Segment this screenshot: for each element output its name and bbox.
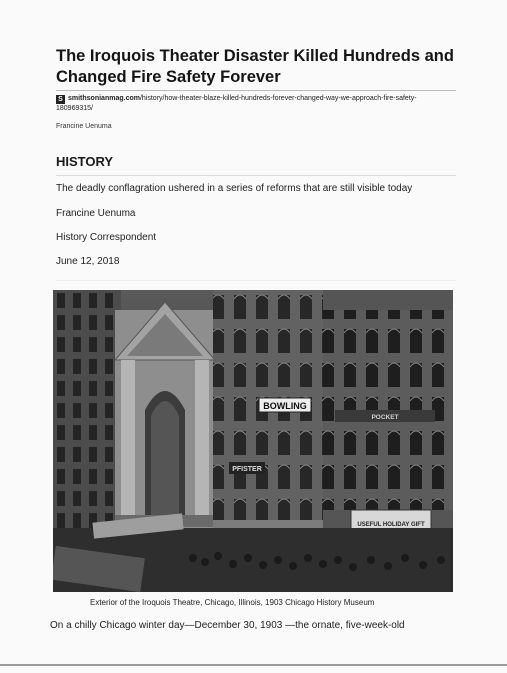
section-divider <box>56 175 456 176</box>
publish-date: June 12, 2018 <box>56 256 120 267</box>
article-title: The Iroquois Theater Disaster Killed Hundreds and Changed Fire Safety Forever <box>56 47 454 86</box>
sign-pocket: POCKET <box>371 414 399 421</box>
article-body-start: On a chilly Chicago winter day—December 30, 1903 —the ornate, five-week-old <box>50 620 405 631</box>
source-path[interactable]: /history/how-theater-blaze-killed-hundreds-forever-changed-way-we-approach-fire-safety-180969315/ <box>56 95 417 112</box>
photo-caption: Exterior of the Iroquois Theatre, Chicago, Illinois, 1903 Chicago History Museum <box>90 598 375 607</box>
author-name: Francine Uenuma <box>56 208 136 219</box>
sign-useful-gift: USEFUL HOLIDAY GIFT <box>357 522 425 528</box>
scan-edge-line <box>0 664 507 666</box>
source-line <box>56 94 436 114</box>
meta-divider <box>56 280 456 281</box>
theater-photo <box>53 290 453 592</box>
sign-bowling: BOWLING <box>263 401 307 411</box>
author-role: History Correspondent <box>56 232 157 243</box>
title-divider <box>56 90 456 91</box>
byline-small: Francine Uenuma <box>56 123 112 130</box>
source-domain[interactable]: smithsonianmag.com <box>68 95 140 102</box>
sign-pfister: PFISTER <box>232 466 262 473</box>
article-dek: The deadly conflagration ushered in a series of reforms that are still visible today <box>56 183 413 194</box>
smithsonian-logo-icon: S <box>56 95 65 104</box>
section-heading: HISTORY <box>56 154 114 169</box>
